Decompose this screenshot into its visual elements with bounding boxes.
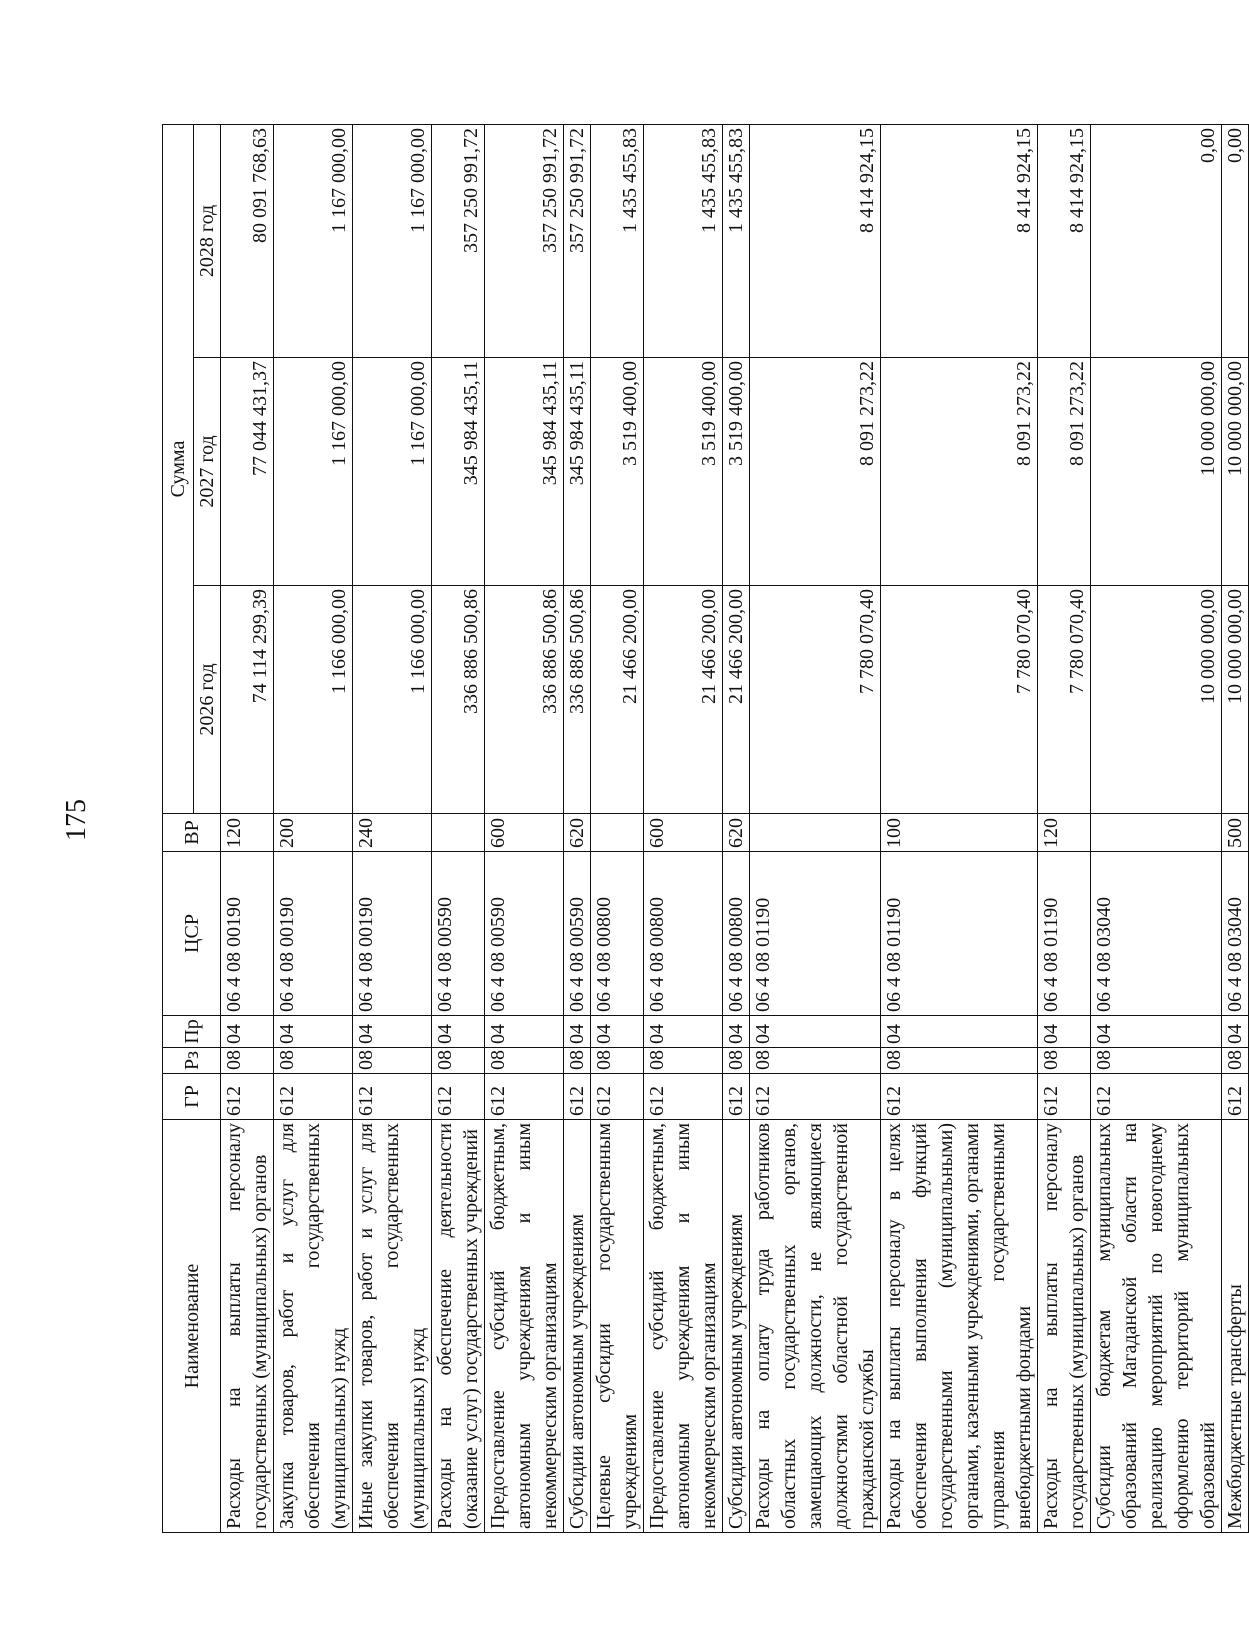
cell-csr: 06 4 08 00800 bbox=[723, 852, 750, 1016]
header-rz: Рз bbox=[163, 1048, 221, 1074]
cell-csr: 06 4 08 01190 bbox=[881, 852, 1038, 1016]
cell-name: Предоставление субсидий бюджетным, автономным учреждениям и иным некоммерческим организациям bbox=[644, 1120, 723, 1533]
cell-2027: 3 519 400,00 bbox=[644, 358, 723, 586]
table-row bbox=[881, 124, 1038, 1532]
cell-pr: 04 bbox=[723, 1016, 750, 1048]
cell-2026: 336 886 500,86 bbox=[485, 586, 564, 814]
cell-2028: 1 435 455,83 bbox=[723, 124, 750, 357]
cell-name: Расходы на обеспечение деятельности (оказание услуг) государственных учреждений bbox=[432, 1120, 485, 1533]
cell-rz: 08 bbox=[1038, 1048, 1091, 1074]
cell-2028: 357 250 991,72 bbox=[432, 124, 485, 357]
cell-pr: 04 bbox=[564, 1016, 591, 1048]
cell-csr: 06 4 08 03040 bbox=[1091, 852, 1222, 1016]
cell-vr: 620 bbox=[723, 814, 750, 852]
cell-vr bbox=[750, 814, 881, 852]
header-gr: ГР bbox=[163, 1074, 221, 1120]
cell-rz: 08 bbox=[644, 1048, 723, 1074]
header-row-1 bbox=[163, 124, 194, 1532]
cell-2026: 21 466 200,00 bbox=[723, 586, 750, 814]
cell-2027: 345 984 435,11 bbox=[485, 358, 564, 586]
table-row bbox=[591, 124, 644, 1532]
cell-csr: 06 4 08 01190 bbox=[1038, 852, 1091, 1016]
cell-2026: 7 780 070,40 bbox=[1038, 586, 1091, 814]
cell-pr: 04 bbox=[274, 1016, 353, 1048]
cell-name: Закупка товаров, работ и услуг для обеспечения государственных (муниципальных) нужд bbox=[274, 1120, 353, 1533]
cell-csr: 06 4 08 03040 bbox=[1222, 852, 1249, 1016]
cell-pr: 04 bbox=[644, 1016, 723, 1048]
cell-pr: 04 bbox=[1038, 1016, 1091, 1048]
cell-pr: 04 bbox=[432, 1016, 485, 1048]
cell-rz: 08 bbox=[274, 1048, 353, 1074]
table-row bbox=[432, 124, 485, 1532]
cell-2026: 10 000 000,00 bbox=[1222, 586, 1249, 814]
cell-2027: 345 984 435,11 bbox=[432, 358, 485, 586]
cell-gr: 612 bbox=[723, 1074, 750, 1120]
cell-rz: 08 bbox=[591, 1048, 644, 1074]
cell-name: Субсидии автономным учреждениям bbox=[564, 1120, 591, 1533]
cell-csr: 06 4 08 00590 bbox=[485, 852, 564, 1016]
cell-2027: 77 044 431,37 bbox=[221, 358, 274, 586]
cell-gr: 612 bbox=[353, 1074, 432, 1120]
cell-2026: 7 780 070,40 bbox=[750, 586, 881, 814]
cell-gr: 612 bbox=[274, 1074, 353, 1120]
cell-2027: 8 091 273,22 bbox=[1038, 358, 1091, 586]
cell-2028: 8 414 924,15 bbox=[881, 124, 1038, 357]
cell-2026: 21 466 200,00 bbox=[644, 586, 723, 814]
cell-2028: 80 091 768,63 bbox=[221, 124, 274, 357]
header-vr: ВР bbox=[163, 814, 221, 852]
cell-2028: 8 414 924,15 bbox=[1038, 124, 1091, 357]
cell-2026: 10 000 000,00 bbox=[1091, 586, 1222, 814]
cell-rz: 08 bbox=[432, 1048, 485, 1074]
cell-gr: 612 bbox=[750, 1074, 881, 1120]
cell-pr: 04 bbox=[591, 1016, 644, 1048]
cell-2027: 1 167 000,00 bbox=[353, 358, 432, 586]
header-csr: ЦСР bbox=[163, 852, 221, 1016]
cell-2026: 336 886 500,86 bbox=[564, 586, 591, 814]
cell-name: Расходы на оплату труда работников областных государственных органов, замещающих должности, не являющиеся должностями областной государственной гражданской службы bbox=[750, 1120, 881, 1533]
cell-name: Субсидии автономным учреждениям bbox=[723, 1120, 750, 1533]
cell-2026: 74 114 299,39 bbox=[221, 586, 274, 814]
cell-rz: 08 bbox=[353, 1048, 432, 1074]
cell-2026: 1 166 000,00 bbox=[353, 586, 432, 814]
cell-2027: 3 519 400,00 bbox=[723, 358, 750, 586]
cell-2028: 1 167 000,00 bbox=[274, 124, 353, 357]
cell-pr: 04 bbox=[881, 1016, 1038, 1048]
cell-pr: 04 bbox=[221, 1016, 274, 1048]
header-name: Наименование bbox=[163, 1120, 221, 1533]
cell-gr: 612 bbox=[1038, 1074, 1091, 1120]
cell-csr: 06 4 08 00800 bbox=[591, 852, 644, 1016]
cell-vr: 120 bbox=[1038, 814, 1091, 852]
cell-vr: 200 bbox=[274, 814, 353, 852]
cell-2027: 3 519 400,00 bbox=[591, 358, 644, 586]
table-row bbox=[723, 124, 750, 1532]
table-row bbox=[750, 124, 881, 1532]
cell-gr: 612 bbox=[1091, 1074, 1222, 1120]
cell-rz: 08 bbox=[1091, 1048, 1222, 1074]
cell-2027: 10 000 000,00 bbox=[1222, 358, 1249, 586]
cell-pr: 04 bbox=[1222, 1016, 1249, 1048]
cell-2028: 0,00 bbox=[1091, 124, 1222, 357]
table-row bbox=[1091, 124, 1222, 1532]
cell-vr: 600 bbox=[485, 814, 564, 852]
cell-csr: 06 4 08 00190 bbox=[221, 852, 274, 1016]
cell-2028: 357 250 991,72 bbox=[564, 124, 591, 357]
cell-vr bbox=[1091, 814, 1222, 852]
cell-gr: 612 bbox=[644, 1074, 723, 1120]
table-row bbox=[274, 124, 353, 1532]
cell-2026: 21 466 200,00 bbox=[591, 586, 644, 814]
cell-name: Предоставление субсидий бюджетным, автономным учреждениям и иным некоммерческим организациям bbox=[485, 1120, 564, 1533]
cell-2028: 1 435 455,83 bbox=[644, 124, 723, 357]
cell-gr: 612 bbox=[564, 1074, 591, 1120]
table-body bbox=[221, 124, 1249, 1532]
cell-rz: 08 bbox=[564, 1048, 591, 1074]
cell-2028: 0,00 bbox=[1222, 124, 1249, 357]
header-year-2026: 2026 год bbox=[194, 586, 221, 814]
cell-rz: 08 bbox=[221, 1048, 274, 1074]
table-row bbox=[485, 124, 564, 1532]
cell-name: Расходы на выплаты персоналу в целях обеспечения выполнения функций государственными (муниципальными) органами, казенными учреждениями, органами управления государственными внебюджетными фондами bbox=[881, 1120, 1038, 1533]
cell-2028: 1 167 000,00 bbox=[353, 124, 432, 357]
cell-csr: 06 4 08 01190 bbox=[750, 852, 881, 1016]
cell-csr: 06 4 08 00190 bbox=[353, 852, 432, 1016]
cell-name: Иные закупки товаров, работ и услуг для обеспечения государственных (муниципальных) нужд bbox=[353, 1120, 432, 1533]
cell-rz: 08 bbox=[485, 1048, 564, 1074]
cell-name: Расходы на выплаты персоналу государственных (муниципальных) органов bbox=[221, 1120, 274, 1533]
cell-rz: 08 bbox=[750, 1048, 881, 1074]
cell-2026: 1 166 000,00 bbox=[274, 586, 353, 814]
cell-2027: 10 000 000,00 bbox=[1091, 358, 1222, 586]
cell-rz: 08 bbox=[881, 1048, 1038, 1074]
cell-gr: 612 bbox=[485, 1074, 564, 1120]
cell-pr: 04 bbox=[1091, 1016, 1222, 1048]
table-row bbox=[1038, 124, 1091, 1532]
table-row bbox=[564, 124, 591, 1532]
cell-csr: 06 4 08 00590 bbox=[432, 852, 485, 1016]
cell-name: Субсидии бюджетам муниципальных образований Магаданской области на реализацию мероприятий по новогоднему оформлению территорий муниципальных образований bbox=[1091, 1120, 1222, 1533]
cell-name: Целевые субсидии государственным учреждениям bbox=[591, 1120, 644, 1533]
cell-gr: 612 bbox=[1222, 1074, 1249, 1120]
page-number: 175 bbox=[61, 799, 92, 841]
cell-2028: 8 414 924,15 bbox=[750, 124, 881, 357]
cell-2027: 1 167 000,00 bbox=[274, 358, 353, 586]
cell-csr: 06 4 08 00190 bbox=[274, 852, 353, 1016]
cell-vr: 500 bbox=[1222, 814, 1249, 852]
cell-gr: 612 bbox=[221, 1074, 274, 1120]
cell-pr: 04 bbox=[485, 1016, 564, 1048]
cell-2026: 7 780 070,40 bbox=[881, 586, 1038, 814]
table-row bbox=[353, 124, 432, 1532]
cell-2027: 345 984 435,11 bbox=[564, 358, 591, 586]
cell-vr: 240 bbox=[353, 814, 432, 852]
cell-gr: 612 bbox=[432, 1074, 485, 1120]
header-year-2027: 2027 год bbox=[194, 358, 221, 586]
cell-rz: 08 bbox=[1222, 1048, 1249, 1074]
cell-gr: 612 bbox=[881, 1074, 1038, 1120]
cell-gr: 612 bbox=[591, 1074, 644, 1120]
header-year-2028: 2028 год bbox=[194, 124, 221, 357]
budget-table bbox=[162, 124, 1249, 1533]
cell-2027: 8 091 273,22 bbox=[750, 358, 881, 586]
table-row bbox=[221, 124, 274, 1532]
header-pr: Пр bbox=[163, 1016, 221, 1048]
cell-2027: 8 091 273,22 bbox=[881, 358, 1038, 586]
cell-pr: 04 bbox=[353, 1016, 432, 1048]
cell-2028: 357 250 991,72 bbox=[485, 124, 564, 357]
cell-rz: 08 bbox=[723, 1048, 750, 1074]
cell-vr: 600 bbox=[644, 814, 723, 852]
cell-vr bbox=[591, 814, 644, 852]
cell-name: Межбюджетные трансферты bbox=[1222, 1120, 1249, 1533]
table-row bbox=[644, 124, 723, 1532]
table-row bbox=[1222, 124, 1249, 1532]
cell-2028: 1 435 455,83 bbox=[591, 124, 644, 357]
cell-csr: 06 4 08 00800 bbox=[644, 852, 723, 1016]
header-sum: Сумма bbox=[163, 124, 194, 813]
cell-name: Расходы на выплаты персоналу государственных (муниципальных) органов bbox=[1038, 1120, 1091, 1533]
cell-vr: 100 bbox=[881, 814, 1038, 852]
cell-2026: 336 886 500,86 bbox=[432, 586, 485, 814]
cell-pr: 04 bbox=[750, 1016, 881, 1048]
cell-csr: 06 4 08 00590 bbox=[564, 852, 591, 1016]
cell-vr: 120 bbox=[221, 814, 274, 852]
cell-vr: 620 bbox=[564, 814, 591, 852]
cell-vr bbox=[432, 814, 485, 852]
